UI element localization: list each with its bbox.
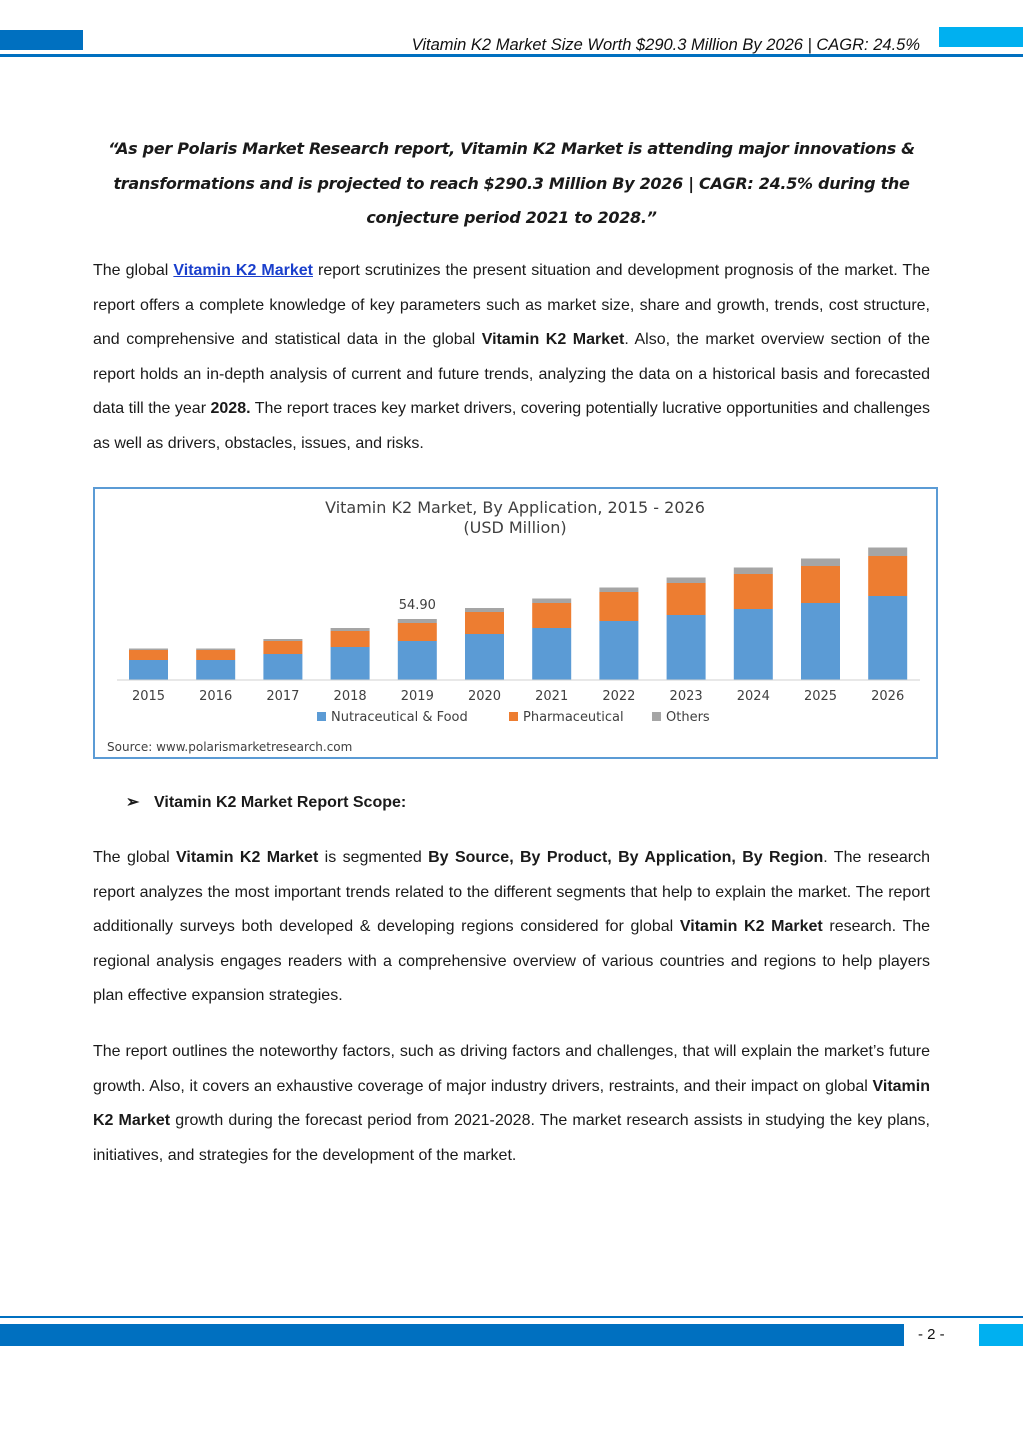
section-heading-text: Vitamin K2 Market Report Scope: (154, 794, 407, 811)
scope-paragraph-2 (93, 1035, 930, 1173)
bar-2019-others (398, 619, 437, 623)
x-tick-label-2026: 2026 (871, 689, 905, 704)
bar-2016-pharmaceutical (196, 650, 235, 660)
bar-2023-pharmaceutical (667, 583, 706, 615)
bar-2023-nutraceutical-food (667, 615, 706, 680)
x-tick-label-2023: 2023 (669, 689, 703, 704)
legend-swatch-2 (652, 712, 661, 721)
intro-quote: “As per Polaris Market Research report, Vitamin K2 Market is attending major innovations & transformations and is projected to reach $290.3 Million By 2026 | CAGR: 24.5% during the conjecture period 2021 to 2028.” (108, 139, 915, 228)
bar-2024-nutraceutical-food (734, 609, 773, 680)
x-tick-label-2020: 2020 (467, 689, 502, 704)
text-run: report scrutinizes the present situation and development prognosis of the market. The report offers a complete knowledge of key parameters such as market size, share and growth, trends, cost structure, and comprehensive and statistical data in the global (93, 262, 931, 349)
text-run: research. The regional analysis engages readers with a comprehensive overview of various countries and regions to help players plan effective expansion strategies. (93, 918, 931, 1005)
header-title: Vitamin K2 Market Size Worth $290.3 Million By 2026 | CAGR: 24.5% (411, 36, 920, 54)
text-run: . The research report analyzes the most important trends related to the different segments that help to explain the market. The report additionally surveys both developed & developing regions considered for global (93, 849, 930, 936)
page-number: - 2 - (918, 1326, 945, 1343)
x-tick-label-2024: 2024 (736, 689, 770, 704)
scope-paragraph-1 (93, 841, 930, 1014)
bar-2018-pharmaceutical (331, 631, 370, 647)
bar-2016-others (196, 649, 235, 651)
bar-2020-pharmaceutical (465, 612, 504, 634)
bold-segments: By Source, By Product, By Application, By Region (428, 849, 824, 866)
chart-title: Vitamin K2 Market, By Application, 2015 - 2026 (325, 498, 705, 517)
bar-2022-pharmaceutical (599, 592, 638, 621)
bar-2018-nutraceutical-food (331, 647, 370, 680)
text-run: The global (93, 849, 177, 866)
bar-2022-nutraceutical-food (599, 621, 638, 680)
x-tick-label-2019: 2019 (400, 689, 434, 704)
bar-2026-others (868, 548, 907, 557)
bar-2020-nutraceutical-food (465, 634, 504, 680)
bar-2019-nutraceutical-food (398, 641, 437, 680)
bar-2023-others (667, 578, 706, 584)
footer-bar (0, 1324, 904, 1346)
bar-2015-nutraceutical-food (129, 660, 168, 680)
bar-2024-pharmaceutical (734, 574, 773, 609)
footer-accent-right (979, 1324, 1023, 1346)
legend-label-1: Pharmaceutical (523, 710, 624, 725)
footer-rule (0, 1316, 1023, 1318)
bar-2015-pharmaceutical (129, 650, 168, 660)
bold-year: 2028. (210, 400, 251, 418)
x-tick-label-2015: 2015 (131, 689, 166, 704)
bar-2021-pharmaceutical (532, 603, 571, 628)
legend-label-0: Nutraceutical & Food (331, 710, 468, 725)
section-heading-scope (126, 792, 406, 812)
text-run: is segmented (318, 849, 429, 866)
bar-2026-pharmaceutical (868, 556, 907, 596)
arrow-bullet-icon: ➢ (126, 794, 140, 811)
bar-2025-nutraceutical-food (801, 603, 840, 680)
x-tick-label-2025: 2025 (803, 689, 838, 704)
chart-subtitle: (USD Million) (463, 518, 567, 537)
bar-2025-others (801, 559, 840, 567)
x-tick-label-2016: 2016 (199, 689, 233, 704)
header-accent-left (0, 30, 83, 50)
legend-swatch-1 (509, 712, 518, 721)
bar-2021-nutraceutical-food (532, 628, 571, 680)
bar-2020-others (465, 608, 504, 612)
x-tick-label-2018: 2018 (333, 689, 367, 704)
bar-2022-others (599, 588, 638, 593)
bold-term: Vitamin K2 Market (481, 331, 625, 349)
chart-frame (93, 487, 938, 759)
text-run: The report traces key market drivers, covering potentially lucrative opportunities and challenges as well as drivers, obstacles, issues, and risks. (93, 400, 930, 452)
text-run: growth during the forecast period from 2021-2028. The market research assists in studying the key plans, initiatives, and strategies for the development of the market. (93, 1112, 930, 1164)
bar-2024-others (734, 568, 773, 575)
header-accent-right (939, 27, 1023, 47)
legend-label-2: Others (666, 710, 710, 725)
text-run: . Also, the market overview section of the report holds an in-depth analysis of current and future trends, analyzing the data on a historical basis and forecasted data till the year (93, 331, 930, 418)
bold-term: Vitamin K2 Market (679, 918, 823, 936)
data-label-2019: 54.90 (398, 598, 436, 613)
chart-source: Source: www.polarismarketresearch.com (107, 740, 353, 754)
x-tick-label-2022: 2022 (602, 689, 636, 704)
stacked-bar-chart (95, 489, 936, 757)
bar-2016-nutraceutical-food (196, 660, 235, 680)
header-rule (0, 54, 1023, 57)
bar-2021-others (532, 599, 571, 604)
x-tick-label-2017: 2017 (266, 689, 300, 704)
x-tick-label-2021: 2021 (535, 689, 569, 704)
bar-2015-others (129, 649, 168, 651)
bar-2017-nutraceutical-food (263, 654, 302, 680)
bar-2026-nutraceutical-food (868, 596, 907, 680)
bold-term: Vitamin K2 Market (93, 1077, 930, 1130)
bar-2017-others (263, 639, 302, 641)
intro-paragraph (93, 254, 930, 462)
legend-swatch-0 (317, 712, 326, 721)
bold-term: Vitamin K2 Market (176, 849, 319, 866)
vitamin-k2-market-link[interactable]: Vitamin K2 Market (173, 262, 313, 279)
bar-2017-pharmaceutical (263, 641, 302, 654)
text-run: The global (93, 262, 174, 279)
bar-2025-pharmaceutical (801, 566, 840, 603)
bar-2018-others (331, 628, 370, 631)
bar-2019-pharmaceutical (398, 623, 437, 641)
text-run: The report outlines the noteworthy factors, such as driving factors and challenges, that will explain the market’s future growth. Also, it covers an exhaustive coverage of major industry drivers, restraints, and their impact on global (93, 1043, 930, 1095)
